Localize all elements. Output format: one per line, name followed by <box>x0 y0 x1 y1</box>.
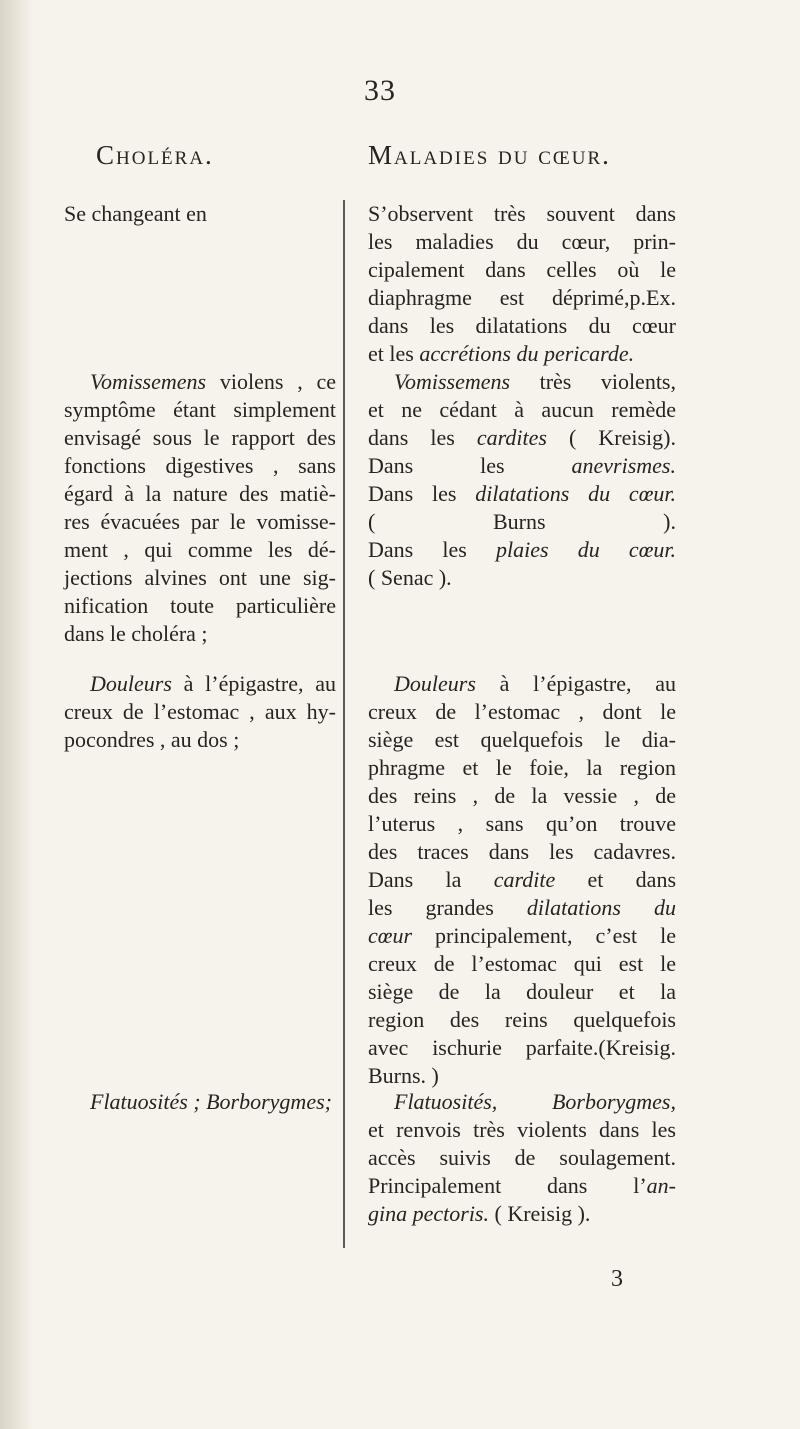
text-line: dans le choléra ; <box>64 621 208 646</box>
text-line: Flatuosités, Borborygmes, <box>394 1089 676 1114</box>
text-line: pocondres , au dos ; <box>64 727 240 752</box>
page-binding-shadow <box>0 0 34 1429</box>
text-line: cœur principalement, c’est le <box>368 923 676 948</box>
text-line: Douleurs à l’épigastre, au <box>90 671 336 696</box>
text-line: Douleurs à l’épigastre, au <box>394 671 676 696</box>
text-line: dans les dilatations du cœur <box>368 313 676 338</box>
text-line: et renvois très violents dans les <box>368 1117 676 1142</box>
text-line: des reins , de la vessie , de <box>368 783 676 808</box>
page-number: 33 <box>364 74 396 107</box>
column-title-maladies-du-coeur: Maladies du cœur. <box>368 140 611 170</box>
text-line: siège est quelquefois le dia- <box>368 727 676 752</box>
text-line: fonctions digestives , sans <box>64 453 336 478</box>
text-line: Dans les plaies du cœur. <box>368 537 676 562</box>
text-line: region des reins quelquefois <box>368 1007 676 1032</box>
text-line: phragme et le foie, la region <box>368 755 676 780</box>
entry-left-douleurs <box>64 670 336 754</box>
entry-left-vomissemens <box>64 368 336 648</box>
entry-right-intro <box>368 200 676 368</box>
text-line: les maladies du cœur, prin- <box>368 229 676 254</box>
signature-mark: 3 <box>611 1266 623 1292</box>
text-line: et ne cédant à aucun remède <box>368 397 676 422</box>
text-line: symptôme étant simplement <box>64 397 336 422</box>
text-line: gina pectoris. ( Kreisig ). <box>368 1201 591 1226</box>
entry-right-flatuosites <box>368 1088 676 1228</box>
text-line: Se changeant en <box>64 201 207 226</box>
text-line: Vomissemens très violents, <box>394 369 676 394</box>
text-line: creux de l’estomac qui est le <box>368 951 676 976</box>
text-line: ( Senac ). <box>368 565 452 590</box>
text-line: Dans les dilatations du cœur. <box>368 481 676 506</box>
text-line: Vomissemens violens , ce <box>90 369 336 394</box>
text-line: envisagé sous le rapport des <box>64 425 336 450</box>
text-line: ment , qui comme les dé- <box>64 537 336 562</box>
text-line: égard à la nature des matiè- <box>64 481 336 506</box>
entry-left-intro <box>64 200 336 228</box>
text-line: creux de l’estomac , aux hy- <box>64 699 336 724</box>
text-line: les grandes dilatations du <box>368 895 677 920</box>
column-divider <box>343 200 345 1248</box>
text-line: Flatuosités ; Borborygmes; <box>90 1089 332 1114</box>
text-line: des traces dans les cadavres. <box>368 839 676 864</box>
text-line: avec ischurie parfaite.(Kreisig. <box>368 1035 676 1060</box>
text-line: res évacuées par le vomisse- <box>64 509 336 534</box>
text-line: dans les cardites ( Kreisig). <box>368 425 676 450</box>
text-line: creux de l’estomac , dont le <box>368 699 676 724</box>
text-line: Principalement dans l’an- <box>368 1173 676 1198</box>
text-line: nification toute particulière <box>64 593 336 618</box>
text-line: siège de la douleur et la <box>368 979 676 1004</box>
text-line: l’uterus , sans qu’on trouve <box>368 811 676 836</box>
text-line: S’observent très souvent dans <box>368 201 676 226</box>
text-line: ( Burns ). <box>368 509 676 534</box>
entry-left-flatuosites <box>64 1088 336 1116</box>
text-line: accès suivis de soulagement. <box>368 1145 676 1170</box>
text-line: et les accrétions du pericarde. <box>368 341 635 366</box>
column-title-cholera: Choléra. <box>96 140 214 170</box>
entry-right-douleurs <box>368 670 676 1090</box>
entry-right-vomissemens <box>368 368 676 592</box>
text-line: diaphragme est déprimé,p.Ex. <box>368 285 676 310</box>
text-line: jections alvines ont une sig- <box>64 565 336 590</box>
text-line: Burns. ) <box>368 1063 439 1088</box>
text-line: cipalement dans celles où le <box>368 257 676 282</box>
text-line: Dans les anevrismes. <box>368 453 676 478</box>
text-line: Dans la cardite et dans <box>368 867 677 892</box>
